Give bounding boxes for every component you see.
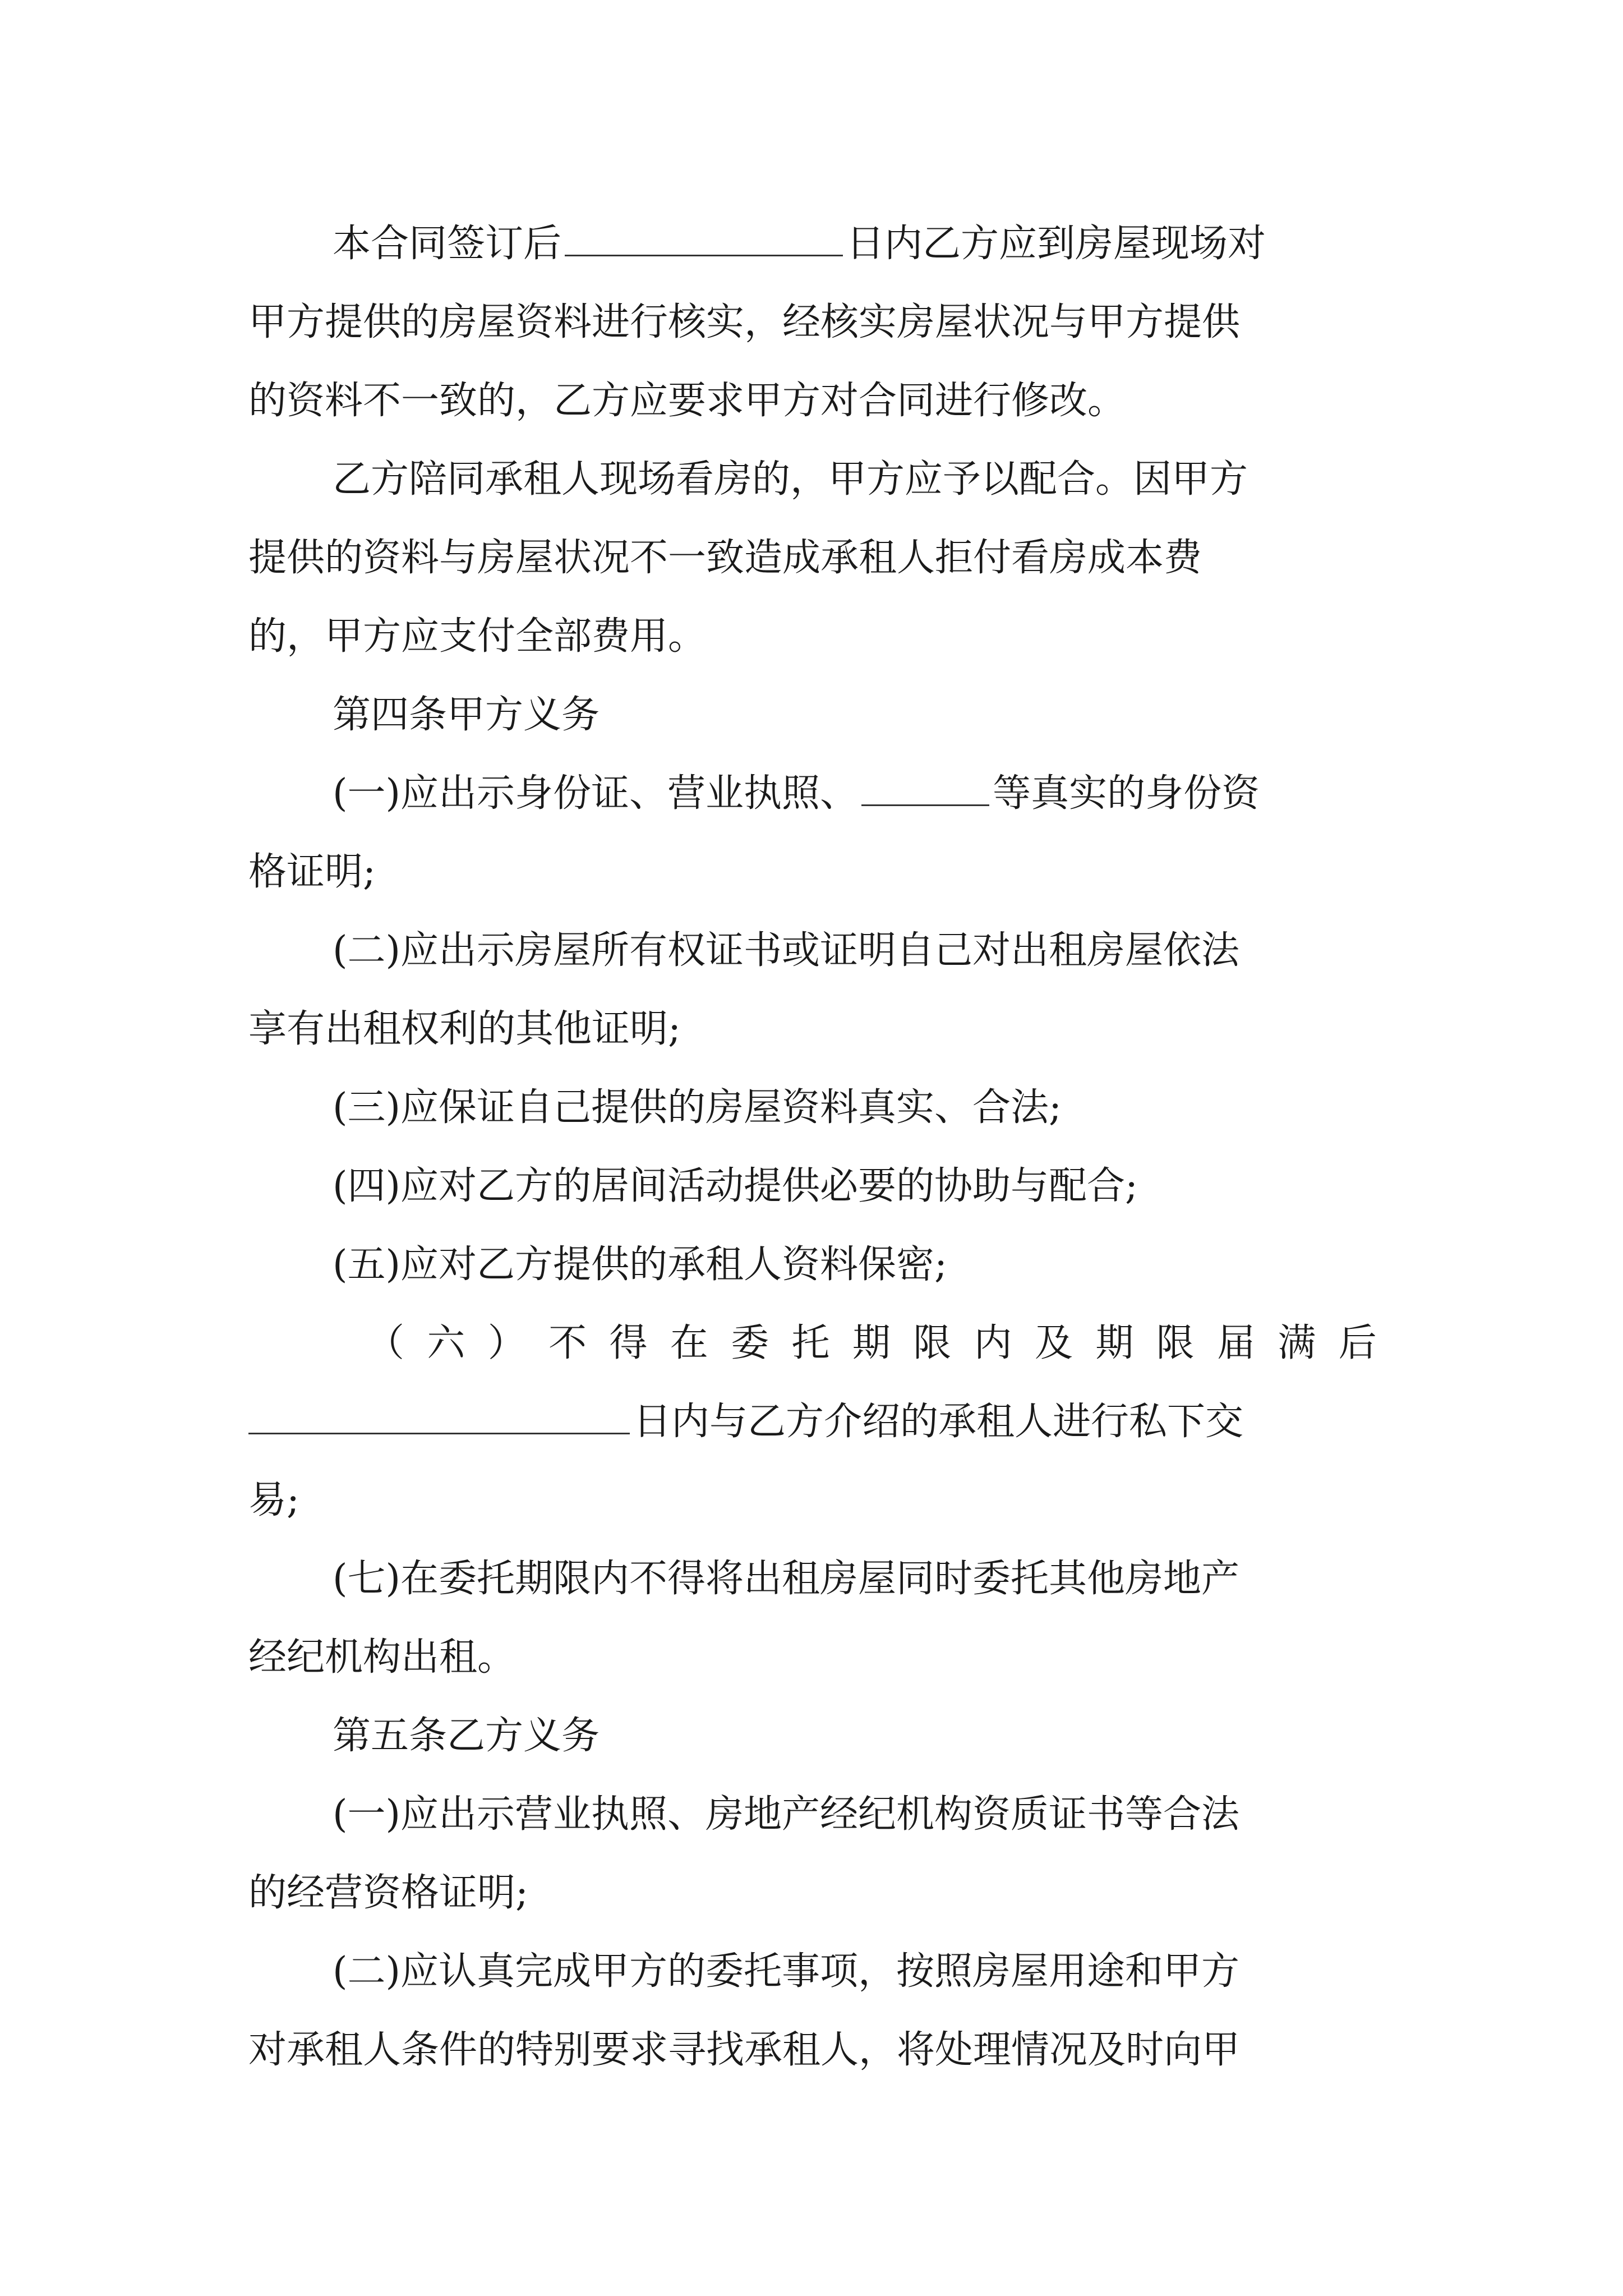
item4-6-char: 及: [1034, 1321, 1073, 1365]
item4-1-post: 等真实的身份资: [993, 771, 1260, 816]
item4-6-char: 满: [1278, 1321, 1316, 1365]
para1-line1: [248, 205, 1461, 283]
heading-article-5: 第五条乙方义务: [333, 1714, 600, 1758]
blank-days-1[interactable]: [565, 215, 843, 256]
item5-2-line1: (二)应认真完成甲方的委托事项，按照房屋用途和甲方: [333, 1949, 1240, 1994]
item4-7-line2: 经纪机构出租。: [248, 1635, 516, 1680]
blank-days-2[interactable]: [248, 1393, 630, 1434]
item4-6-char: （: [366, 1321, 405, 1365]
item5-2-line2: 对承租人条件的特别要求寻找承租人，将处理情况及时向甲: [248, 2028, 1241, 2072]
item4-3: (三)应保证自己提供的房屋资料真实、合法;: [333, 1085, 1062, 1130]
item4-6-char: 限: [913, 1321, 952, 1365]
item4-5: (五)应对乙方提供的承租人资料保密;: [333, 1243, 947, 1287]
para1-line3: 的资料不一致的，乙方应要求甲方对合同进行修改。: [248, 379, 1126, 423]
item4-6-char: 期: [1095, 1321, 1134, 1365]
item5-1-line2: 的经营资格证明;: [248, 1871, 528, 1915]
item4-6-line1: [366, 1304, 1377, 1383]
para1-line2: 甲方提供的房屋资料进行核实，经核实房屋状况与甲方提供: [248, 300, 1241, 344]
heading-article-4: 第四条甲方义务: [333, 693, 600, 737]
item4-6-char: 不: [548, 1321, 587, 1365]
item4-6-line2: [248, 1383, 1377, 1461]
item4-2-line1: (二)应出示房屋所有权证书或证明自己对出租房屋依法: [333, 928, 1240, 973]
item5-1-line1: (一)应出示营业执照、房地产经纪机构资质证书等合法: [333, 1792, 1240, 1837]
item4-6-char: 六: [427, 1321, 465, 1365]
para1-line1-pre: 本合同签订后: [333, 222, 562, 266]
item4-1-pre: (一)应出示身份证、营业执照、: [333, 771, 859, 816]
item4-6-char: 届: [1217, 1321, 1256, 1365]
para2-line3: 的，甲方应支付全部费用。: [248, 614, 707, 659]
item4-4: (四)应对乙方的居间活动提供必要的协助与配合;: [333, 1164, 1138, 1208]
blank-identity-doc[interactable]: [861, 765, 989, 806]
para2-line2: 提供的资料与房屋状况不一致造成承租人拒付看房成本费: [248, 536, 1202, 580]
item4-1-line2: 格证明;: [248, 850, 376, 894]
item4-6-char: 后: [1338, 1321, 1377, 1365]
item4-6-char: 委: [731, 1321, 769, 1365]
item4-1-line1: [248, 754, 1461, 833]
item4-6-line2-post: 日内与乙方介绍的承租人进行私下交: [633, 1400, 1244, 1444]
para1-line1-post: 日内乙方应到房屋现场对: [846, 222, 1266, 266]
item4-6-char: 得: [609, 1321, 648, 1365]
item4-6-line3: 易;: [248, 1478, 299, 1522]
item4-6-char: 托: [791, 1321, 830, 1365]
item4-6-char: 内: [974, 1321, 1012, 1365]
item4-6-char: 期: [852, 1321, 891, 1365]
item4-7-line1: (七)在委托期限内不得将出租房屋同时委托其他房地产: [333, 1557, 1240, 1601]
para2-line1: 乙方陪同承租人现场看房的，甲方应予以配合。因甲方: [333, 457, 1248, 501]
item4-6-char: 限: [1156, 1321, 1195, 1365]
item4-2-line2: 享有出租权利的其他证明;: [248, 1007, 681, 1051]
item4-6-char: ）: [487, 1321, 526, 1365]
item4-6-char: 在: [670, 1321, 708, 1365]
